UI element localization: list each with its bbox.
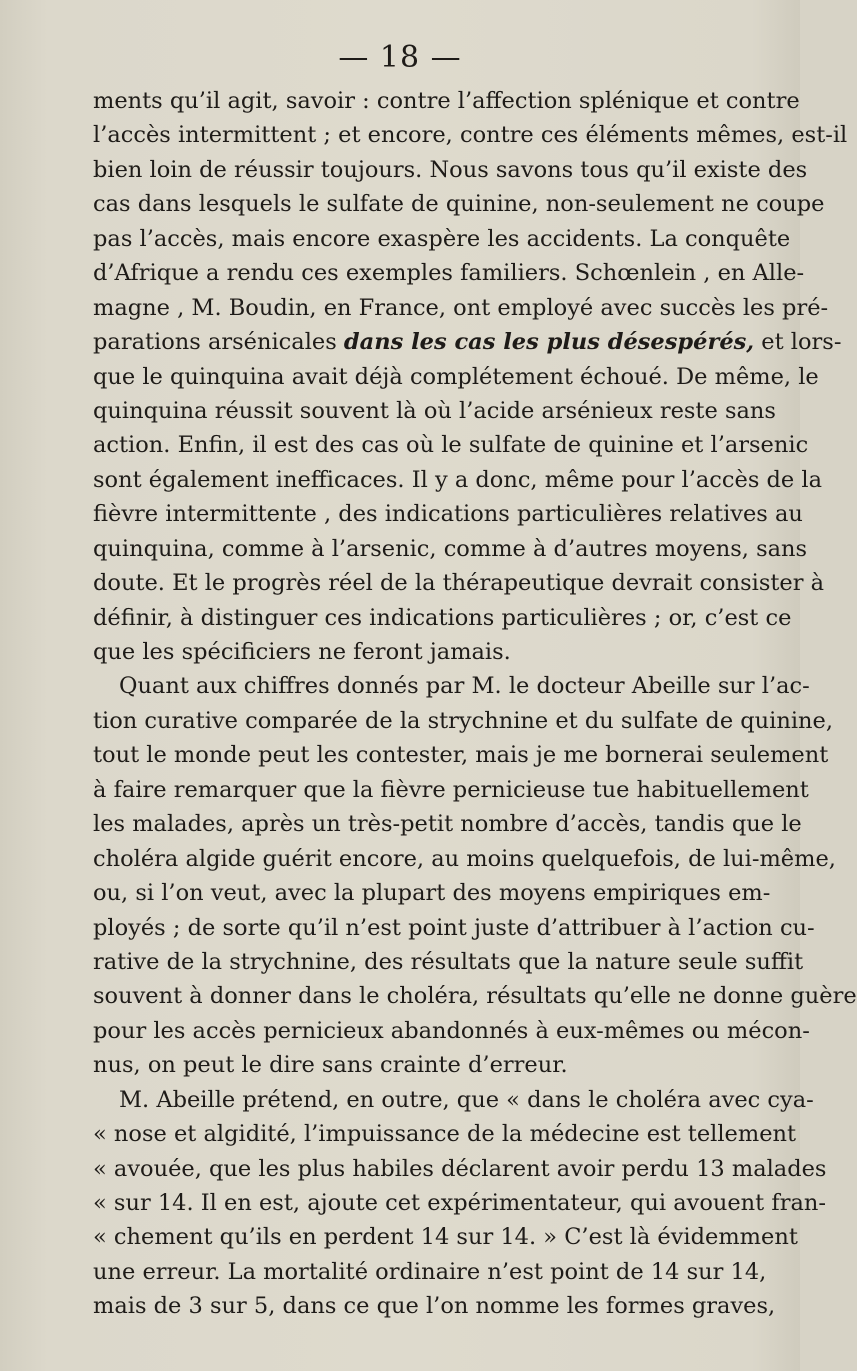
text-line: l’accès intermittent ; et encore, contre ces éléments mêmes, est-il bbox=[93, 122, 848, 149]
text-line: quinquina, comme à l’arsenic, comme à d’autres moyens, sans bbox=[93, 535, 808, 562]
text-line: souvent à donner dans le choléra, résultats qu’elle ne donne guère bbox=[93, 983, 857, 1010]
text-line: tout le monde peut les contester, mais je me bornerai seulement bbox=[93, 742, 829, 769]
body-text bbox=[93, 84, 857, 1324]
text-line bbox=[93, 325, 842, 359]
text-line: tion curative comparée de la strychnine et du sulfate de quinine, bbox=[93, 707, 834, 734]
text-line: choléra algide guérit encore, au moins quelquefois, de lui-même, bbox=[93, 845, 836, 872]
text-line: Quant aux chiffres donnés par M. le docteur Abeille sur l’ac- bbox=[119, 673, 810, 700]
text-line: quinquina réussit souvent là où l’acide arsénieux reste sans bbox=[93, 397, 776, 424]
text-line: à faire remarquer que la fièvre pernicieuse tue habituellement bbox=[93, 776, 809, 803]
text-line: action. Enfin, il est des cas où le sulfate de quinine et l’arsenic bbox=[93, 432, 809, 459]
text-line: d’Afrique a rendu ces exemples familiers. Schœnlein , en Alle- bbox=[93, 260, 805, 287]
text-line: rative de la strychnine, des résultats que la nature seule suffit bbox=[93, 948, 804, 975]
text-line: fièvre intermittente , des indications particulières relatives au bbox=[93, 501, 803, 528]
text-segment: parations arsénicales bbox=[93, 329, 344, 356]
text-line: magne , M. Boudin, en France, ont employé avec succès les pré- bbox=[93, 294, 829, 321]
text-line: ou, si l’on veut, avec la plupart des moyens empiriques em- bbox=[93, 880, 771, 907]
text-line: M. Abeille prétend, en outre, que « dans le choléra avec cya- bbox=[119, 1086, 814, 1113]
italic-emphasis: dans les cas les plus désespérés, bbox=[343, 329, 755, 356]
text-line: nus, on peut le dire sans crainte d’erreur. bbox=[93, 1052, 568, 1079]
text-line: une erreur. La mortalité ordinaire n’est point de 14 sur 14, bbox=[93, 1258, 767, 1285]
text-line: mais de 3 sur 5, dans ce que l’on nomme les formes graves, bbox=[93, 1293, 776, 1320]
text-line: que le quinquina avait déjà complétement échoué. De même, le bbox=[93, 363, 819, 390]
text-line: ments qu’il agit, savoir : contre l’affection splénique et contre bbox=[93, 88, 800, 114]
page-number: — 18 — bbox=[338, 40, 462, 75]
text-line: pas l’accès, mais encore exaspère les accidents. La conquête bbox=[93, 225, 791, 252]
text-line: définir, à distinguer ces indications particulières ; or, c’est ce bbox=[93, 604, 792, 631]
text-line: cas dans lesquels le sulfate de quinine, non-seulement ne coupe bbox=[93, 191, 825, 218]
text-line: bien loin de réussir toujours. Nous savons tous qu’il existe des bbox=[93, 156, 808, 183]
text-line: sont également inefficaces. Il y a donc, même pour l’accès de la bbox=[93, 466, 822, 493]
text-line: ployés ; de sorte qu’il n’est point juste d’attribuer à l’action cu- bbox=[93, 914, 815, 941]
text-line: « chement qu’ils en perdent 14 sur 14. » C’est là évidemment bbox=[93, 1224, 798, 1251]
text-line: « avouée, que les plus habiles déclarent avoir perdu 13 malades bbox=[93, 1155, 827, 1182]
text-line: pour les accès pernicieux abandonnés à eux-mêmes ou mécon- bbox=[93, 1017, 810, 1044]
text-line: « sur 14. Il en est, ajoute cet expérimentateur, qui avouent fran- bbox=[93, 1190, 826, 1216]
text-line: les malades, après un très-petit nombre d’accès, tandis que le bbox=[93, 811, 802, 838]
text-line: doute. Et le progrès réel de la thérapeutique devrait consister à bbox=[93, 570, 825, 597]
text-line: que les spécificiers ne feront jamais. bbox=[93, 639, 511, 665]
text-segment: et lors- bbox=[754, 329, 842, 356]
text-line: « nose et algidité, l’impuissance de la médecine est tellement bbox=[93, 1121, 797, 1148]
